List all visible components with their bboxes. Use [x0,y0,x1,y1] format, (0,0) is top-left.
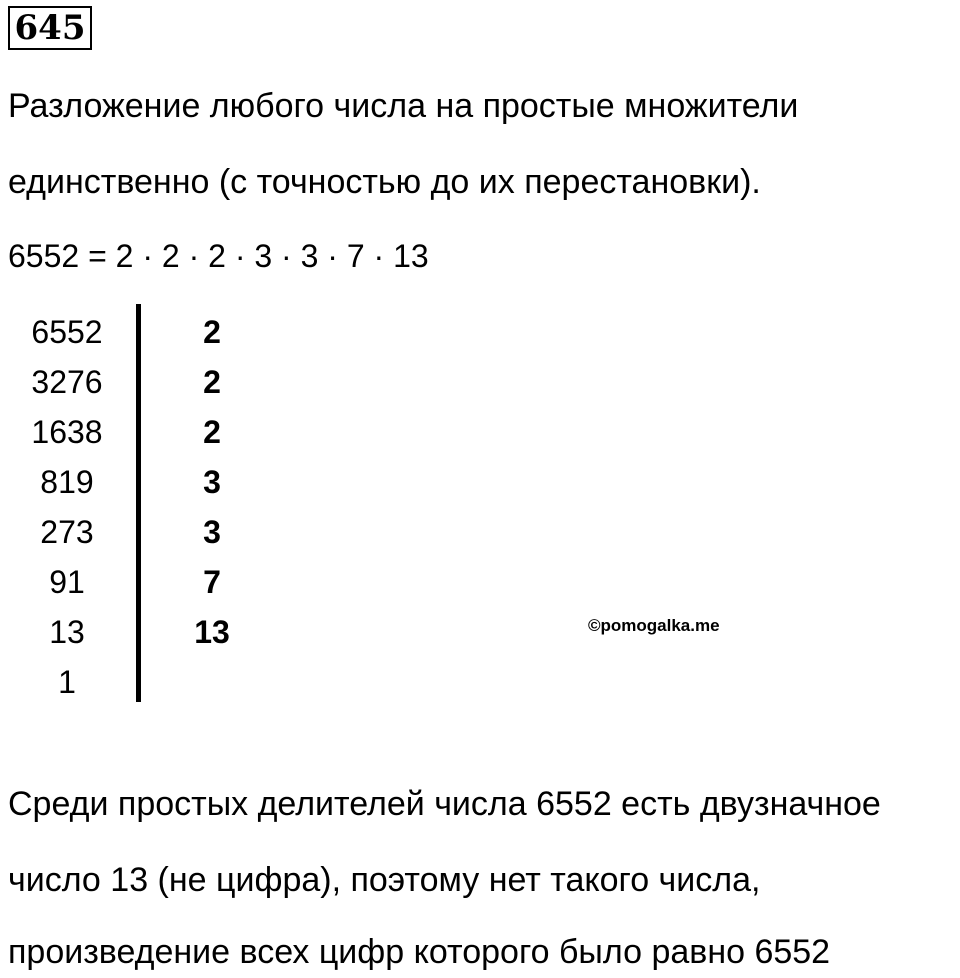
factorization-table [0,304,300,704]
dividend: 1638 [31,414,103,450]
watermark: ©pomogalka.me [588,616,720,635]
dividend: 13 [49,614,85,650]
dividend: 273 [40,514,94,550]
conclusion-line-1: Среди простых делителей числа 6552 есть двузначное [8,785,881,823]
problem-number: 645 [8,6,92,50]
conclusion-line-2: число 13 (не цифра), поэтому нет такого числа, [8,861,761,899]
factorization-row [0,510,300,554]
factorization-row [0,310,300,354]
dividend: 1 [58,664,76,700]
prime-factor: 3 [203,514,221,550]
dividend: 91 [49,564,85,600]
statement-line-1: Разложение любого числа на простые множители [8,87,799,125]
dividend: 3276 [31,364,103,400]
prime-factor: 13 [194,614,230,650]
dividend: 6552 [31,314,103,350]
factorization-row [0,610,300,654]
prime-factor: 2 [203,364,221,400]
prime-factor: 2 [203,314,221,350]
dividend: 819 [40,464,94,500]
factorization-row [0,360,300,404]
prime-factor: 3 [203,464,221,500]
factorization-row [0,560,300,604]
factorization-row [0,460,300,504]
factorization-row [0,410,300,454]
conclusion-line-3: произведение всех цифр которого было равно 6552 [8,933,831,971]
factorization-equation: 6552 = 2 · 2 · 2 · 3 · 3 · 7 · 13 [8,238,429,274]
prime-factor: 2 [203,414,221,450]
factorization-row [0,660,300,704]
prime-factor: 7 [203,564,221,600]
statement-line-2: единственно (с точностью до их перестановки). [8,163,761,201]
